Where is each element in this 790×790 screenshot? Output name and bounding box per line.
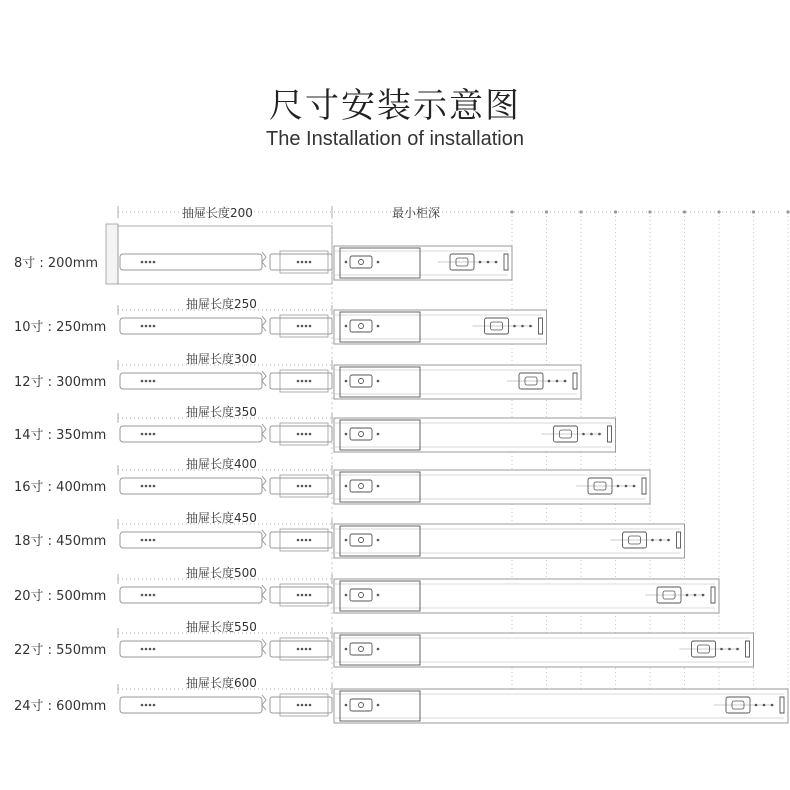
screw-hole: [149, 539, 152, 542]
screw-hole: [651, 539, 654, 542]
break-mark: [262, 476, 266, 491]
break-mark: [262, 424, 266, 439]
slide-row: [14, 675, 788, 723]
depth-guide-marker: [683, 210, 686, 213]
screw-hole: [149, 648, 152, 651]
page-subtitle: The Installation of installation: [266, 128, 524, 150]
screw-hole: [145, 433, 148, 436]
screw-hole: [617, 485, 620, 488]
slide-row: [14, 404, 616, 452]
screw-hole: [309, 704, 312, 707]
screw-hole: [301, 704, 304, 707]
drawer-length-label: 抽屉长度250: [186, 297, 257, 311]
screw-hole: [590, 433, 593, 436]
screw-hole: [297, 261, 300, 264]
screw-hole: [564, 380, 567, 383]
screw-hole: [345, 594, 348, 597]
page-title: 尺寸安装示意图: [269, 86, 521, 126]
screw-hole: [145, 704, 148, 707]
size-label: 10寸 : 250mm: [14, 320, 107, 335]
screw-hole: [377, 648, 380, 651]
screw-hole: [377, 380, 380, 383]
screw-hole: [141, 594, 144, 597]
screw-hole: [345, 325, 348, 328]
screw-hole: [301, 539, 304, 542]
break-mark: [262, 530, 266, 545]
screw-hole: [377, 539, 380, 542]
screw-hole: [377, 433, 380, 436]
screw-hole: [145, 648, 148, 651]
screw-hole: [309, 261, 312, 264]
depth-guide-marker: [648, 210, 651, 213]
screw-hole: [297, 325, 300, 328]
screw-hole: [301, 433, 304, 436]
screw-hole: [145, 485, 148, 488]
screw-hole: [755, 704, 758, 707]
screw-hole: [345, 261, 348, 264]
screw-hole: [345, 433, 348, 436]
screw-hole: [297, 433, 300, 436]
screw-hole: [153, 325, 156, 328]
screw-hole: [633, 485, 636, 488]
depth-guide-marker: [786, 210, 789, 213]
screw-hole: [720, 648, 723, 651]
screw-hole: [145, 594, 148, 597]
drawer-length-label: 抽屉长度550: [186, 620, 257, 634]
screw-hole: [153, 704, 156, 707]
screw-hole: [301, 325, 304, 328]
screw-hole: [149, 485, 152, 488]
screw-hole: [771, 704, 774, 707]
drawer-length-label: 抽屉长度200: [182, 206, 253, 220]
screw-hole: [153, 539, 156, 542]
screw-hole: [305, 261, 308, 264]
depth-guide-marker: [579, 210, 582, 213]
drawer-length-label: 抽屉长度400: [186, 457, 257, 471]
screw-hole: [582, 433, 585, 436]
screw-hole: [149, 704, 152, 707]
screw-hole: [153, 380, 156, 383]
screw-hole: [495, 261, 498, 264]
screw-hole: [297, 594, 300, 597]
screw-hole: [141, 433, 144, 436]
screw-hole: [149, 380, 152, 383]
screw-hole: [301, 485, 304, 488]
screw-hole: [297, 539, 300, 542]
screw-hole: [377, 704, 380, 707]
screw-hole: [153, 594, 156, 597]
screw-hole: [479, 261, 482, 264]
depth-guide-marker: [717, 210, 720, 213]
slide-row: [14, 351, 581, 399]
screw-hole: [694, 594, 697, 597]
screw-hole: [377, 485, 380, 488]
screw-hole: [667, 539, 670, 542]
screw-hole: [309, 485, 312, 488]
screw-hole: [153, 261, 156, 264]
screw-hole: [141, 485, 144, 488]
screw-hole: [487, 261, 490, 264]
screw-hole: [548, 380, 551, 383]
screw-hole: [305, 433, 308, 436]
screw-hole: [297, 648, 300, 651]
break-mark: [262, 252, 266, 267]
size-label: 18寸 : 450mm: [14, 534, 107, 549]
size-label: 16寸 : 400mm: [14, 480, 107, 495]
screw-hole: [149, 594, 152, 597]
screw-hole: [297, 704, 300, 707]
screw-hole: [309, 648, 312, 651]
size-label: 8寸 : 200mm: [14, 256, 99, 271]
size-label: 12寸 : 300mm: [14, 375, 107, 390]
screw-hole: [513, 325, 516, 328]
screw-hole: [345, 704, 348, 707]
slide-row: [14, 619, 754, 667]
screw-hole: [529, 325, 532, 328]
drawer-length-label: 抽屉长度300: [186, 352, 257, 366]
screw-hole: [598, 433, 601, 436]
depth-guide-marker: [510, 210, 513, 213]
screw-hole: [149, 261, 152, 264]
break-mark: [262, 695, 266, 710]
screw-hole: [141, 539, 144, 542]
screw-hole: [345, 648, 348, 651]
screw-hole: [305, 594, 308, 597]
screw-hole: [345, 485, 348, 488]
screw-hole: [141, 261, 144, 264]
drawer-front-panel: [106, 224, 118, 284]
screw-hole: [377, 261, 380, 264]
screw-hole: [377, 325, 380, 328]
depth-guide-marker: [752, 210, 755, 213]
screw-hole: [309, 433, 312, 436]
screw-hole: [145, 539, 148, 542]
screw-hole: [297, 485, 300, 488]
screw-hole: [377, 594, 380, 597]
break-mark: [262, 639, 266, 654]
screw-hole: [305, 325, 308, 328]
screw-hole: [145, 380, 148, 383]
screw-hole: [702, 594, 705, 597]
drawer-length-label: 抽屉长度500: [186, 566, 257, 580]
screw-hole: [141, 648, 144, 651]
screw-hole: [686, 594, 689, 597]
size-label: 24寸 : 600mm: [14, 699, 107, 714]
depth-guide-marker: [614, 210, 617, 213]
slide-row: [14, 296, 547, 344]
drawer-length-label: 抽屉长度350: [186, 405, 257, 419]
screw-hole: [309, 594, 312, 597]
screw-hole: [149, 433, 152, 436]
screw-hole: [521, 325, 524, 328]
screw-hole: [301, 594, 304, 597]
screw-hole: [309, 380, 312, 383]
screw-hole: [145, 325, 148, 328]
screw-hole: [659, 539, 662, 542]
screw-hole: [301, 261, 304, 264]
screw-hole: [153, 648, 156, 651]
size-label: 22寸 : 550mm: [14, 643, 107, 658]
screw-hole: [149, 325, 152, 328]
slide-row: [14, 510, 685, 558]
screw-hole: [141, 325, 144, 328]
screw-hole: [305, 380, 308, 383]
screw-hole: [153, 433, 156, 436]
screw-hole: [301, 380, 304, 383]
drawer-length-label: 抽屉长度450: [186, 511, 257, 525]
screw-hole: [305, 648, 308, 651]
break-mark: [262, 585, 266, 600]
screw-hole: [736, 648, 739, 651]
screw-hole: [141, 380, 144, 383]
screw-hole: [305, 485, 308, 488]
screw-hole: [145, 261, 148, 264]
drawer-length-label: 抽屉长度600: [186, 676, 257, 690]
screw-hole: [305, 539, 308, 542]
screw-hole: [345, 380, 348, 383]
screw-hole: [345, 539, 348, 542]
min-cabinet-depth-label: 最小柜深: [392, 206, 441, 220]
screw-hole: [153, 485, 156, 488]
break-mark: [262, 316, 266, 331]
size-label: 20寸 : 500mm: [14, 589, 107, 604]
screw-hole: [309, 539, 312, 542]
size-label: 14寸 : 350mm: [14, 428, 107, 443]
screw-hole: [556, 380, 559, 383]
slide-row: [14, 565, 719, 613]
screw-hole: [625, 485, 628, 488]
screw-hole: [728, 648, 731, 651]
screw-hole: [141, 704, 144, 707]
screw-hole: [309, 325, 312, 328]
break-mark: [262, 371, 266, 386]
depth-guide-marker: [545, 210, 548, 213]
screw-hole: [301, 648, 304, 651]
screw-hole: [763, 704, 766, 707]
screw-hole: [305, 704, 308, 707]
screw-hole: [297, 380, 300, 383]
